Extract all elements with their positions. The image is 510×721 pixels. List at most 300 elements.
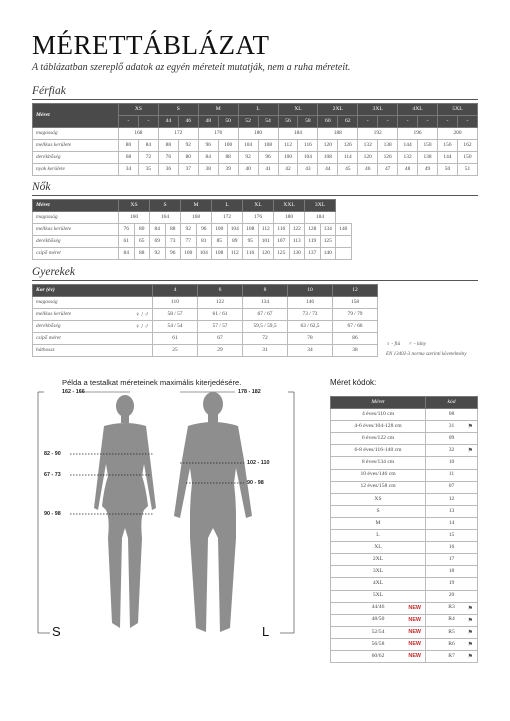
size-cell <box>331 530 426 542</box>
table-cell: 137 <box>305 248 321 260</box>
kids-age-header: 4 <box>153 285 198 297</box>
size-value: 3XL <box>372 568 384 575</box>
code-cell <box>426 409 478 421</box>
table-cell: 38 <box>333 345 378 357</box>
men-subsize-header: - <box>438 116 458 128</box>
table-cell: 130 <box>289 248 305 260</box>
man-chest-range: 102 - 110 <box>247 460 270 466</box>
men-subsize-header: - <box>418 116 438 128</box>
size-value: M <box>375 519 381 526</box>
table-cell: 61 <box>153 333 198 345</box>
kids-gender-legend <box>386 341 426 347</box>
man-waist-range: 90 - 98 <box>247 480 264 486</box>
table-cell: 126 <box>338 140 358 152</box>
table-cell: 116 <box>274 224 290 236</box>
size-value: 2XL <box>372 555 384 562</box>
table-row <box>331 566 478 578</box>
size-codes-table <box>330 396 478 663</box>
table-cell: 108 <box>318 152 338 164</box>
size-value: 5XL <box>372 592 384 599</box>
table-cell: 67 / 67 <box>243 309 288 321</box>
row-label-cell <box>33 333 153 345</box>
table-row <box>331 638 478 650</box>
table-cell: 61 <box>119 236 135 248</box>
table-cell: 36 <box>158 164 178 176</box>
page-title: MÉRETTÁBLÁZAT <box>32 30 270 60</box>
table-cell: 122 <box>198 297 243 309</box>
row-label: derékbőség <box>33 152 119 164</box>
table-cell: 42 <box>278 164 298 176</box>
row-label: háthossz <box>36 346 55 353</box>
men-subsize-header: 46 <box>178 116 198 128</box>
size-value: XS <box>374 495 382 502</box>
table-cell: 92 <box>178 140 198 152</box>
table-cell: 29 <box>198 345 243 357</box>
table-cell: 140 <box>336 224 352 236</box>
new-badge: NEW <box>408 605 421 612</box>
flag-icon: ⚑ <box>467 641 473 648</box>
code-cell <box>426 650 478 662</box>
table-cell: 144 <box>438 152 458 164</box>
table-cell: 48 <box>398 164 418 176</box>
table-cell: 51 <box>457 164 477 176</box>
code-cell <box>426 445 478 457</box>
men-subsize-header: 52 <box>238 116 258 128</box>
size-cell <box>331 505 426 517</box>
table-cell: 80 <box>134 224 150 236</box>
men-size-header: XS <box>119 104 159 116</box>
code-cell <box>426 614 478 626</box>
size-cell <box>331 626 426 638</box>
men-subsize-header: - <box>358 116 378 128</box>
row-label-cell <box>33 309 153 321</box>
men-subsize-header: 48 <box>198 116 218 128</box>
table-cell: 88 <box>165 224 181 236</box>
table-cell: 84 <box>138 140 158 152</box>
table-cell: 76 <box>158 152 178 164</box>
code-cell <box>426 505 478 517</box>
table-cell: 184 <box>278 128 318 140</box>
table-row <box>33 321 478 333</box>
table-cell: 84 <box>150 224 166 236</box>
table-cell: 31 <box>243 345 288 357</box>
woman-height-range: 162 - 166 <box>62 389 85 395</box>
table-row <box>331 433 478 445</box>
table-cell: 57 / 57 <box>198 321 243 333</box>
code-value: 17 <box>448 555 455 562</box>
new-badge: NEW <box>408 617 421 624</box>
table-cell: 180 <box>274 212 305 224</box>
man-size-label: L <box>262 624 270 639</box>
code-value: 12 <box>448 495 455 502</box>
table-cell: 132 <box>398 152 418 164</box>
table-cell: 54 / 54 <box>153 321 198 333</box>
new-badge: NEW <box>408 641 421 648</box>
table-row <box>331 469 478 481</box>
code-value: 09 <box>448 435 455 442</box>
women-size-header: 3XL <box>305 200 336 212</box>
size-cell <box>331 602 426 614</box>
table-cell: 180 <box>238 128 278 140</box>
table-row <box>331 554 478 566</box>
body-figure <box>30 388 302 646</box>
table-cell: 100 <box>218 140 238 152</box>
figure-caption: Példa a testalkat méreteinek maximális kiterjedésére. <box>62 378 242 387</box>
size-cell <box>331 554 426 566</box>
men-size-header: L <box>238 104 278 116</box>
men-heading: Férfiak <box>32 85 66 97</box>
code-cell <box>426 457 478 469</box>
size-cell <box>331 421 426 433</box>
size-value: 48/50 <box>371 616 385 623</box>
table-row <box>33 297 478 309</box>
table-cell: 188 <box>318 128 358 140</box>
flag-icon: ⚑ <box>467 605 473 612</box>
table-cell: 112 <box>278 140 298 152</box>
size-cell <box>331 566 426 578</box>
code-cell <box>426 530 478 542</box>
table-row <box>33 212 478 224</box>
table-cell: 162 <box>457 140 477 152</box>
table-cell: 96 <box>198 140 218 152</box>
table-cell: 89 <box>227 236 243 248</box>
man-height-range: 178 - 182 <box>238 389 261 395</box>
men-subsize-header: - <box>378 116 398 128</box>
table-row <box>33 128 478 140</box>
table-cell: 88 <box>218 152 238 164</box>
table-cell: 88 <box>158 140 178 152</box>
code-value: 11 <box>448 471 455 478</box>
code-value: 16 <box>448 543 455 550</box>
size-cell <box>331 578 426 590</box>
size-value: XL <box>374 543 382 550</box>
men-subsize-header: 56 <box>278 116 298 128</box>
code-cell <box>426 626 478 638</box>
table-row <box>331 505 478 517</box>
blank-cell <box>378 285 478 297</box>
code-cell <box>426 481 478 493</box>
row-label: derékbőség <box>33 236 119 248</box>
code-cell <box>426 421 478 433</box>
table-cell: 146 <box>288 297 333 309</box>
table-cell: 176 <box>243 212 274 224</box>
table-cell: 107 <box>274 236 290 248</box>
man-silhouette <box>174 392 252 632</box>
table-cell: 150 <box>418 140 438 152</box>
table-row <box>331 542 478 554</box>
table-cell: 67 <box>198 333 243 345</box>
kids-age-header: 6 <box>198 285 243 297</box>
size-cell <box>331 457 426 469</box>
men-subsize-header: - <box>138 116 158 128</box>
row-label: derékbőség <box>36 322 61 329</box>
norm-note: EN 13402-3 norma szerinti követelmény <box>386 352 467 357</box>
table-cell: 78 <box>288 333 333 345</box>
women-size-header: XS <box>119 200 150 212</box>
code-cell <box>426 542 478 554</box>
table-cell: 108 <box>258 140 278 152</box>
table-cell: 113 <box>289 236 305 248</box>
table-cell <box>336 236 352 248</box>
table-cell: 38 <box>198 164 218 176</box>
table-cell: 156 <box>438 140 458 152</box>
table-cell: 43 <box>298 164 318 176</box>
code-value: R3 <box>448 604 455 611</box>
code-cell <box>426 602 478 614</box>
table-cell: 69 <box>150 236 166 248</box>
size-cell <box>331 650 426 662</box>
table-cell: 196 <box>398 128 438 140</box>
table-cell: 100 <box>212 224 228 236</box>
row-label-cell <box>33 345 153 357</box>
table-cell: 104 <box>238 140 258 152</box>
row-label: mellkas kerülete <box>33 224 119 236</box>
code-value: 15 <box>448 531 455 538</box>
blank-cell <box>351 224 477 236</box>
table-cell: 112 <box>258 224 274 236</box>
size-cell <box>331 409 426 421</box>
table-cell: 172 <box>212 212 243 224</box>
size-cell <box>331 542 426 554</box>
men-subsize-header: 62 <box>338 116 358 128</box>
table-cell: 73 <box>165 236 181 248</box>
size-value: 12 éves/158 cm <box>360 483 396 490</box>
table-cell: 81 <box>196 236 212 248</box>
men-subsize-header: - <box>398 116 418 128</box>
table-cell: 73 / 73 <box>288 309 333 321</box>
new-badge: NEW <box>408 629 421 636</box>
table-cell: 122 <box>289 224 305 236</box>
legend-boy: ♀ - fiú <box>386 341 401 347</box>
table-cell: 95 <box>243 236 259 248</box>
code-value: 31 <box>448 422 455 429</box>
size-value: 44/46 <box>371 604 385 611</box>
men-subsize-header: 60 <box>318 116 338 128</box>
size-value: 10 éves/146 cm <box>360 471 396 478</box>
women-size-header: XL <box>243 200 274 212</box>
table-cell: 96 <box>196 224 212 236</box>
table-cell: 96 <box>258 152 278 164</box>
row-label: mellkas kerülete <box>33 140 119 152</box>
table-cell: 128 <box>305 224 321 236</box>
row-label: nyak kerülete <box>33 164 119 176</box>
table-cell: 168 <box>181 212 212 224</box>
code-cell <box>426 566 478 578</box>
size-cell <box>331 469 426 481</box>
flag-icon: ⚑ <box>467 424 473 431</box>
code-cell <box>426 590 478 602</box>
code-value: 20 <box>448 592 455 599</box>
code-cell <box>426 517 478 529</box>
size-codes-title: Méret kódok: <box>330 378 377 387</box>
women-size-header: S <box>150 200 181 212</box>
men-size-header: 4XL <box>398 104 438 116</box>
code-cell <box>426 493 478 505</box>
table-row <box>331 409 478 421</box>
table-row <box>331 445 478 457</box>
table-row <box>331 650 478 662</box>
table-row <box>331 602 478 614</box>
table-cell: 119 <box>305 236 321 248</box>
body-silhouettes-illustration <box>30 388 302 646</box>
women-heading: Nők <box>32 181 51 193</box>
size-value: L <box>376 531 380 538</box>
table-cell: 67 / 66 <box>333 321 378 333</box>
table-cell: 108 <box>212 248 228 260</box>
men-subsize-header: 44 <box>158 116 178 128</box>
blank-cell <box>378 321 478 333</box>
woman-silhouette <box>94 395 156 628</box>
table-cell: 79 / 79 <box>333 309 378 321</box>
table-cell: 116 <box>298 140 318 152</box>
women-header-label: Méret <box>33 200 119 212</box>
men-size-header: S <box>158 104 198 116</box>
blank-cell <box>351 248 477 260</box>
table-row <box>331 493 478 505</box>
size-cell <box>331 614 426 626</box>
kids-age-header: 8 <box>243 285 288 297</box>
table-row <box>331 578 478 590</box>
table-cell: 35 <box>138 164 158 176</box>
size-cell <box>331 481 426 493</box>
table-cell: 41 <box>258 164 278 176</box>
men-subsize-header: - <box>119 116 139 128</box>
row-label-cell <box>33 297 153 309</box>
table-cell: 164 <box>150 212 181 224</box>
table-cell: 45 <box>338 164 358 176</box>
women-size-header: L <box>212 200 243 212</box>
kids-age-header: 10 <box>288 285 333 297</box>
blank-cell <box>336 212 352 224</box>
table-cell: 76 <box>119 224 135 236</box>
table-cell: 116 <box>243 248 259 260</box>
men-subsize-header: - <box>457 116 477 128</box>
table-cell: 172 <box>158 128 198 140</box>
code-cell <box>426 578 478 590</box>
table-cell: 92 <box>181 224 197 236</box>
table-cell: 96 <box>165 248 181 260</box>
table-row <box>33 309 478 321</box>
men-size-header: 3XL <box>358 104 398 116</box>
table-cell: 86 <box>333 333 378 345</box>
size-cell <box>331 517 426 529</box>
table-row <box>331 626 478 638</box>
table-row <box>33 164 478 176</box>
table-cell: 101 <box>258 236 274 248</box>
women-size-table <box>32 199 478 260</box>
table-cell: 68 <box>119 152 139 164</box>
table-cell: 88 <box>134 248 150 260</box>
size-value: 6-8 éves/116-140 cm <box>354 447 402 454</box>
table-cell: 77 <box>181 236 197 248</box>
women-size-header: M <box>181 200 212 212</box>
table-row <box>33 236 478 248</box>
code-value: R6 <box>448 640 455 647</box>
table-cell: 110 <box>153 297 198 309</box>
table-cell: 132 <box>358 140 378 152</box>
kids-age-header: 12 <box>333 285 378 297</box>
table-cell: 92 <box>238 152 258 164</box>
code-cell <box>426 433 478 445</box>
code-value: 10 <box>448 459 455 466</box>
table-row <box>331 517 478 529</box>
code-cell <box>426 554 478 566</box>
flag-icon: ⚑ <box>467 629 473 636</box>
table-cell: 176 <box>198 128 238 140</box>
table-row <box>331 530 478 542</box>
table-cell: 104 <box>196 248 212 260</box>
woman-waist-range: 67 - 73 <box>44 472 61 478</box>
table-cell: 84 <box>198 152 218 164</box>
size-cell <box>331 590 426 602</box>
kids-divider <box>32 280 478 281</box>
table-cell: 25 <box>153 345 198 357</box>
table-cell: 138 <box>378 140 398 152</box>
code-value: 32 <box>448 447 455 454</box>
table-cell: 85 <box>212 236 228 248</box>
men-size-table <box>32 103 478 176</box>
codes-code-header: kód <box>426 397 478 409</box>
men-size-header: 2XL <box>318 104 358 116</box>
code-value: R7 <box>448 652 455 659</box>
table-row <box>331 421 478 433</box>
row-label: magasság <box>36 298 58 305</box>
table-row <box>331 481 478 493</box>
table-cell: 140 <box>320 248 336 260</box>
table-cell: 59,5 / 59,5 <box>243 321 288 333</box>
flag-icon: ⚑ <box>467 617 473 624</box>
table-cell: 100 <box>181 248 197 260</box>
table-cell: 40 <box>238 164 258 176</box>
table-cell: 150 <box>457 152 477 164</box>
table-cell: 84 <box>119 248 135 260</box>
men-size-header: M <box>198 104 238 116</box>
table-cell: 138 <box>418 152 438 164</box>
table-cell: 184 <box>305 212 336 224</box>
men-subsize-header: 50 <box>218 116 238 128</box>
code-cell <box>426 638 478 650</box>
table-cell: 120 <box>318 140 338 152</box>
woman-size-label: S <box>52 624 61 639</box>
code-value: 18 <box>448 568 455 575</box>
table-cell: 125 <box>274 248 290 260</box>
woman-chest-range: 82 - 90 <box>44 451 61 457</box>
men-size-header: XL <box>278 104 318 116</box>
size-value: 4 éves/110 cm <box>361 410 395 417</box>
code-value: 08 <box>448 410 455 417</box>
table-cell: 134 <box>243 297 288 309</box>
table-cell: 144 <box>398 140 418 152</box>
blank-cell <box>378 297 478 309</box>
flag-icon: ⚑ <box>467 653 473 660</box>
code-value: R4 <box>448 616 455 623</box>
table-cell: 104 <box>298 152 318 164</box>
flag-icon: ⚑ <box>467 448 473 455</box>
row-label-cell <box>33 321 153 333</box>
women-divider <box>32 195 478 196</box>
table-cell: 112 <box>227 248 243 260</box>
row-label: csípő méret <box>33 248 119 260</box>
table-cell: 39 <box>218 164 238 176</box>
table-cell: 120 <box>358 152 378 164</box>
table-row <box>33 224 478 236</box>
blank-cell <box>351 236 477 248</box>
row-label: mellkas kerülete <box>36 310 72 317</box>
table-cell: 100 <box>278 152 298 164</box>
code-cell <box>426 469 478 481</box>
table-cell: 108 <box>243 224 259 236</box>
table-cell <box>336 248 352 260</box>
